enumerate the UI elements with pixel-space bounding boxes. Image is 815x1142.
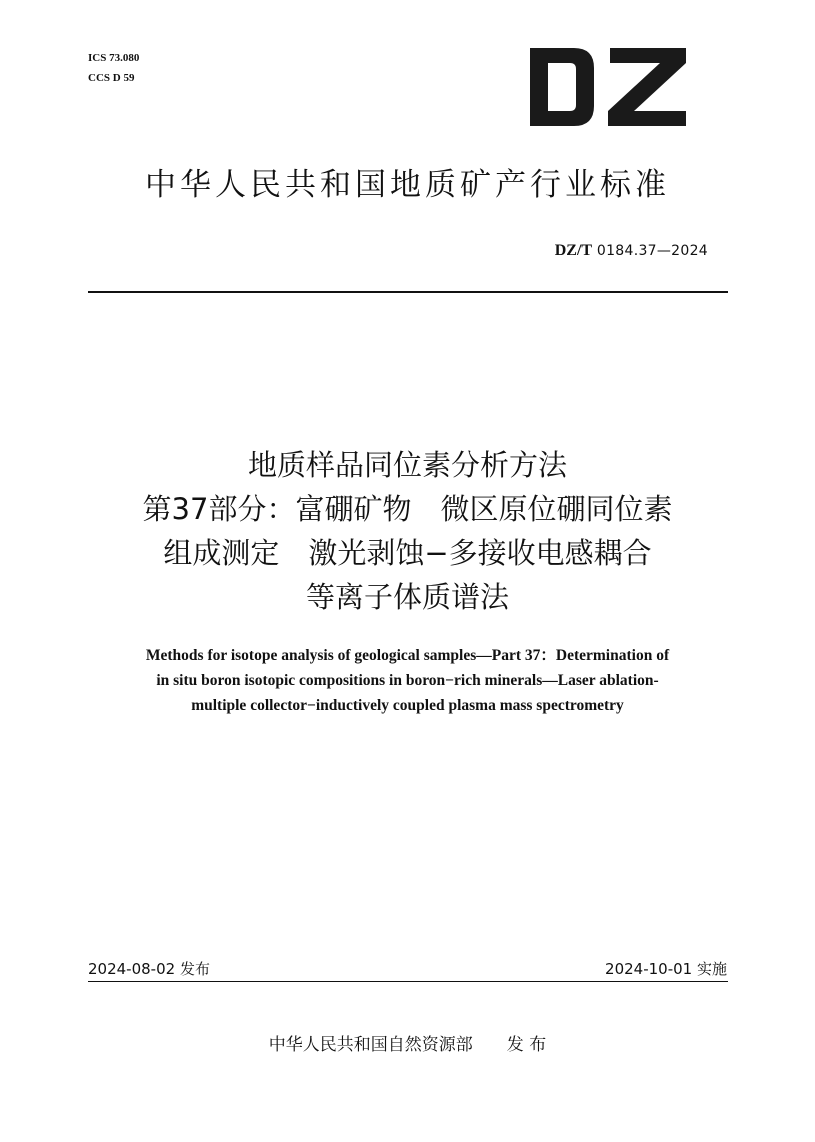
implementation-date: 2024-10-01 实施 xyxy=(605,960,727,978)
standard-code: 0184.37—2024 xyxy=(596,243,708,259)
issue-date: 2024-08-02 发布 xyxy=(88,960,210,978)
english-title-line-2: in situ boron isotopic compositions in boron−rich minerals—Laser ablation- xyxy=(156,672,659,689)
chinese-title-line-1: 地质样品同位素分析方法 xyxy=(247,448,567,482)
ccs-code: CCS D 59 xyxy=(88,72,135,84)
top-divider xyxy=(88,291,728,293)
authority-title: 中华人民共和国地质矿产行业标准 xyxy=(145,167,670,203)
dz-logo xyxy=(530,48,686,126)
chinese-title-line-3: 组成测定 激光剥蚀−多接收电感耦合 xyxy=(163,536,652,570)
issuer-action: 发 布 xyxy=(506,1035,547,1055)
english-title-line-3: multiple collector−inductively coupled plasma mass spectrometry xyxy=(191,697,624,714)
chinese-title-line-4: 等离子体质谱法 xyxy=(305,580,509,614)
ics-code: ICS 73.080 xyxy=(88,52,140,64)
issuer-organization: 中华人民共和国自然资源部 xyxy=(268,1035,473,1055)
english-title-line-1: Methods for isotope analysis of geological samples—Part 37：Determination of xyxy=(145,647,670,664)
standard-prefix: DZ/T xyxy=(554,242,593,259)
chinese-title-line-2: 第37部分：富硼矿物 微区原位硼同位素 xyxy=(142,492,673,526)
bottom-divider xyxy=(88,981,728,982)
issuer-line xyxy=(0,1033,815,1057)
standard-number xyxy=(420,240,708,261)
